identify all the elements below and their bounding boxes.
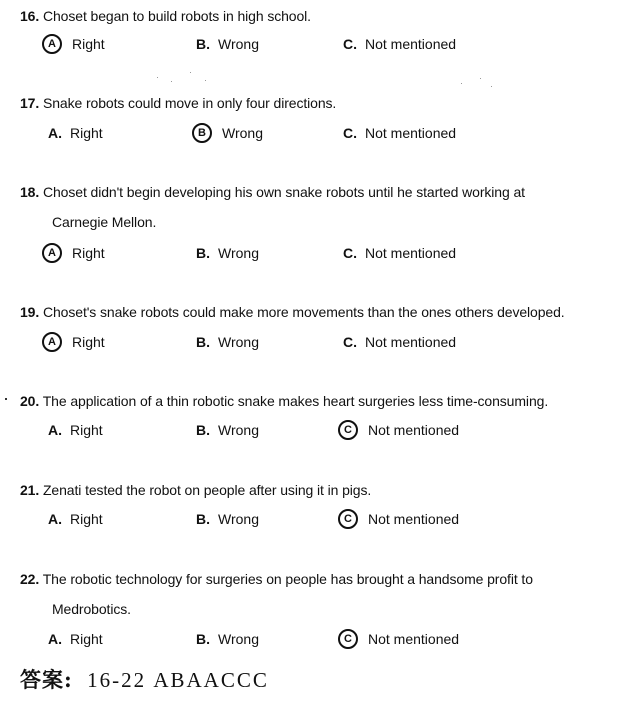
option-22-b: [196, 629, 259, 649]
question-20: [20, 386, 600, 416]
option-letter: B.: [196, 245, 210, 261]
option-text: Right: [70, 631, 103, 647]
option-text: Right: [70, 511, 103, 527]
question-text: Choset's snake robots could make more movements than the ones others developed.: [42, 304, 565, 320]
option-letter: B.: [196, 334, 210, 350]
option-text: Right: [70, 422, 103, 438]
option-19-b: [196, 332, 259, 352]
option-text: Wrong: [218, 422, 259, 438]
option-16-c: [343, 34, 456, 54]
option-22-a: [48, 629, 103, 649]
scan-speck: [461, 83, 462, 84]
circled-letter-icon: C: [338, 509, 358, 529]
option-letter: C.: [343, 334, 357, 350]
scan-speck: [171, 81, 172, 82]
option-20-b: [196, 420, 259, 440]
question-number: 18.: [20, 184, 40, 200]
option-text: Not mentioned: [368, 511, 460, 527]
question-16: [20, 1, 600, 31]
question-number: 22.: [20, 571, 40, 587]
option-16-a: [42, 34, 105, 54]
question-text: Choset began to build robots in high school.: [42, 8, 311, 24]
question-number: 16.: [20, 8, 40, 24]
option-text: Right: [72, 245, 105, 261]
scan-speck: [190, 72, 191, 73]
circled-letter-icon: A: [42, 34, 62, 54]
option-letter: C.: [343, 125, 357, 141]
option-21-a: [48, 509, 103, 529]
circled-letter-icon: C: [338, 420, 358, 440]
scan-speck: [205, 80, 206, 81]
option-letter: A.: [48, 511, 62, 527]
option-text: Wrong: [218, 631, 259, 647]
question-text: The application of a thin robotic snake makes heart surgeries less time-consuming.: [42, 393, 549, 409]
question-text: Snake robots could move in only four directions.: [42, 95, 337, 111]
option-16-b: [196, 34, 259, 54]
option-text: Right: [72, 334, 105, 350]
question-text-continued: Carnegie Mellon.: [52, 214, 157, 230]
option-text: Wrong: [218, 36, 259, 52]
option-text: Wrong: [222, 125, 263, 141]
scan-speck: [480, 78, 481, 79]
question-17: [20, 88, 600, 118]
option-letter: C.: [343, 36, 357, 52]
answer-key: [20, 664, 269, 694]
option-17-a: [48, 123, 103, 143]
option-text: Not mentioned: [368, 631, 460, 647]
scan-speck: [5, 398, 7, 400]
circled-letter-icon: C: [338, 629, 358, 649]
option-text: Not mentioned: [365, 125, 457, 141]
option-text: Wrong: [218, 245, 259, 261]
option-text: Not mentioned: [365, 334, 457, 350]
option-20-c: [338, 420, 459, 440]
option-17-b: [192, 123, 263, 143]
option-19-a: [42, 332, 105, 352]
option-text: Not mentioned: [365, 36, 457, 52]
option-letter: B.: [196, 631, 210, 647]
option-letter: C.: [343, 245, 357, 261]
option-letter: B.: [196, 36, 210, 52]
question-18: [20, 177, 600, 237]
circled-letter-icon: A: [42, 332, 62, 352]
option-18-c: [343, 243, 456, 263]
question-22: [20, 564, 600, 624]
option-letter: B.: [196, 511, 210, 527]
question-number: 20.: [20, 393, 40, 409]
option-letter: A.: [48, 631, 62, 647]
option-text: Wrong: [218, 334, 259, 350]
option-letter: B.: [196, 422, 210, 438]
option-18-b: [196, 243, 259, 263]
option-text: Not mentioned: [368, 422, 460, 438]
question-21: [20, 475, 600, 505]
option-21-c: [338, 509, 459, 529]
option-22-c: [338, 629, 459, 649]
question-number: 21.: [20, 482, 40, 498]
option-21-b: [196, 509, 259, 529]
question-text: Zenati tested the robot on people after using it in pigs.: [42, 482, 372, 498]
question-number: 17.: [20, 95, 40, 111]
scan-speck: [491, 86, 492, 87]
question-text-continued: Medrobotics.: [52, 601, 131, 617]
question-number: 19.: [20, 304, 40, 320]
scan-speck: [157, 77, 158, 78]
option-text: Wrong: [218, 511, 259, 527]
option-letter: A.: [48, 125, 62, 141]
option-19-c: [343, 332, 456, 352]
question-text: The robotic technology for surgeries on people has brought a handsome profit to: [42, 571, 533, 587]
answer-label: 答案:: [20, 667, 73, 692]
question-19: [20, 297, 600, 327]
option-letter: A.: [48, 422, 62, 438]
option-17-c: [343, 123, 456, 143]
answer-value: 16-22 ABAACCC: [87, 668, 269, 692]
option-text: Right: [72, 36, 105, 52]
option-18-a: [42, 243, 105, 263]
option-text: Right: [70, 125, 103, 141]
question-text: Choset didn't begin developing his own snake robots until he started working at: [42, 184, 525, 200]
circled-letter-icon: A: [42, 243, 62, 263]
option-20-a: [48, 420, 103, 440]
circled-letter-icon: B: [192, 123, 212, 143]
option-text: Not mentioned: [365, 245, 457, 261]
